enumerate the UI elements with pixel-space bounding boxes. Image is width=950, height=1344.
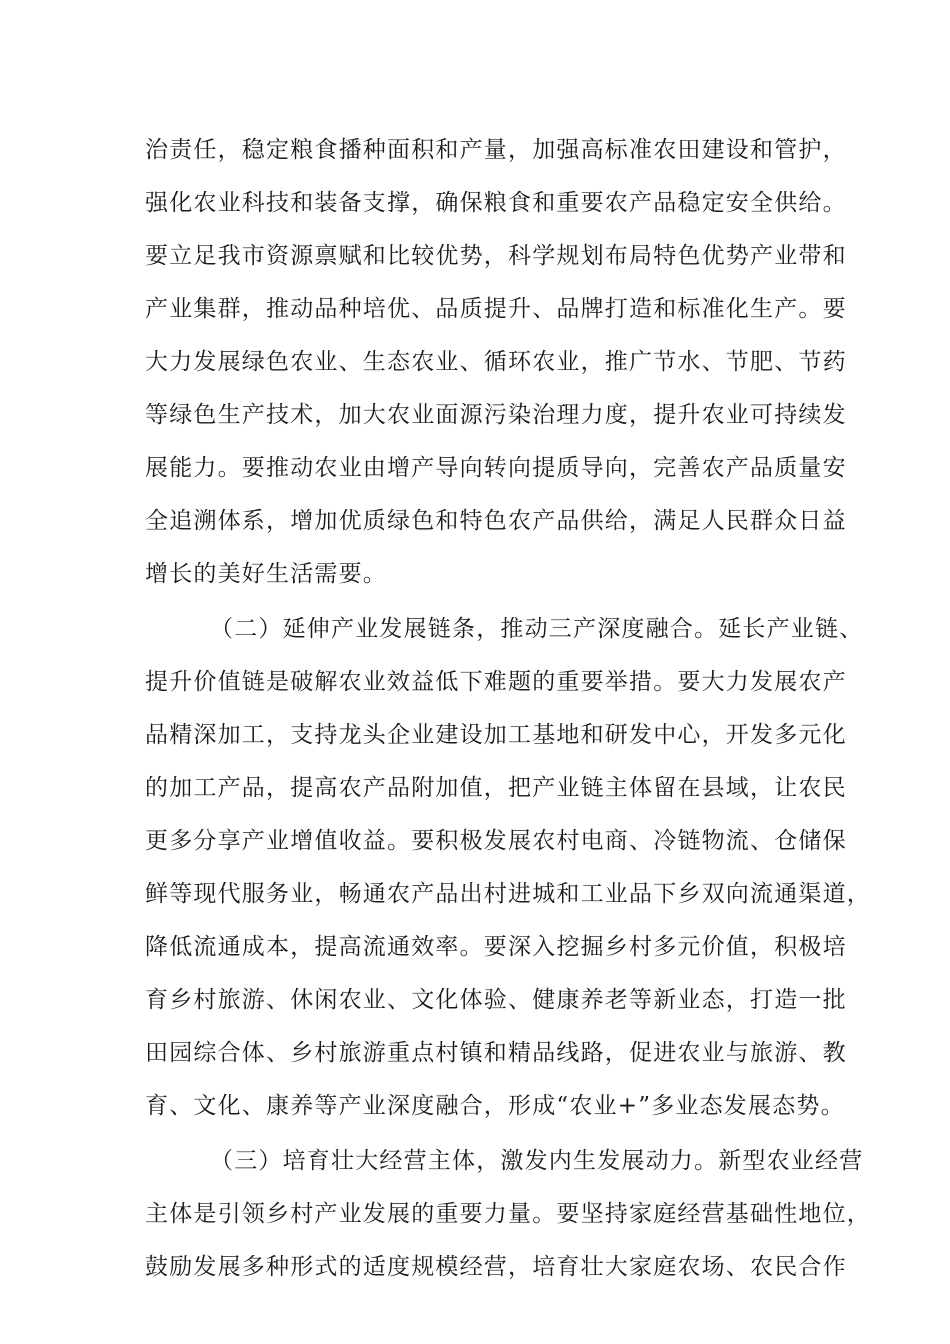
text-line: 要立足我市资源禀赋和比较优势，科学规划布局特色优势产业带和 <box>145 243 847 269</box>
text-line: 鼓励发展多种形式的适度规模经营，培育壮大家庭农场、农民合作 <box>145 1254 847 1280</box>
text-line: 提升价值链是破解农业效益低下难题的重要举措。要大力发展农产 <box>145 669 847 695</box>
text-line: 治责任，稳定粮食播种面积和产量，加强高标准农田建设和管护， <box>145 137 847 163</box>
text-line: 鲜等现代服务业，畅通农产品出村进城和工业品下乡双向流通渠道， <box>145 881 871 907</box>
text-line: 全追溯体系，增加优质绿色和特色农产品供给，满足人民群众日益 <box>145 508 847 534</box>
text-line: 品精深加工，支持龙头企业建设加工基地和研发中心，开发多元化 <box>145 722 847 748</box>
section-heading-line: （三）培育壮大经营主体，激发内生发展动力。新型农业经营 <box>210 1148 864 1174</box>
section-heading-line: （二）延伸产业发展链条，推动三产深度融合。延长产业链、 <box>210 616 864 642</box>
text-line: 强化农业科技和装备支撑，确保粮食和重要农产品稳定安全供给。 <box>145 190 847 216</box>
text-line: 产业集群，推动品种培优、品质提升、品牌打造和标准化生产。要 <box>145 296 847 322</box>
text-line: 主体是引领乡村产业发展的重要力量。要坚持家庭经营基础性地位， <box>145 1201 871 1227</box>
text-line: 的加工产品，提高农产品附加值，把产业链主体留在县域，让农民 <box>145 775 847 801</box>
text-line: 大力发展绿色农业、生态农业、循环农业，推广节水、节肥、节药 <box>145 349 847 375</box>
text-line: 育乡村旅游、休闲农业、文化体验、健康养老等新业态，打造一批 <box>145 987 847 1013</box>
text-line: 田园综合体、乡村旅游重点村镇和精品线路，促进农业与旅游、教 <box>145 1040 847 1066</box>
text-line: 增长的美好生活需要。 <box>145 561 387 587</box>
text-line: 展能力。要推动农业由增产导向转向提质导向，完善农产品质量安 <box>145 455 847 481</box>
text-line: 育、文化、康养等产业深度融合，形成“农业+”多业态发展态势。 <box>145 1093 845 1119</box>
text-line: 降低流通成本，提高流通效率。要深入挖掘乡村多元价值，积极培 <box>145 934 847 960</box>
text-line: 更多分享产业增值收益。要积极发展农村电商、冷链物流、仓储保 <box>145 828 847 854</box>
text-line: 等绿色生产技术，加大农业面源污染治理力度，提升农业可持续发 <box>145 402 847 428</box>
